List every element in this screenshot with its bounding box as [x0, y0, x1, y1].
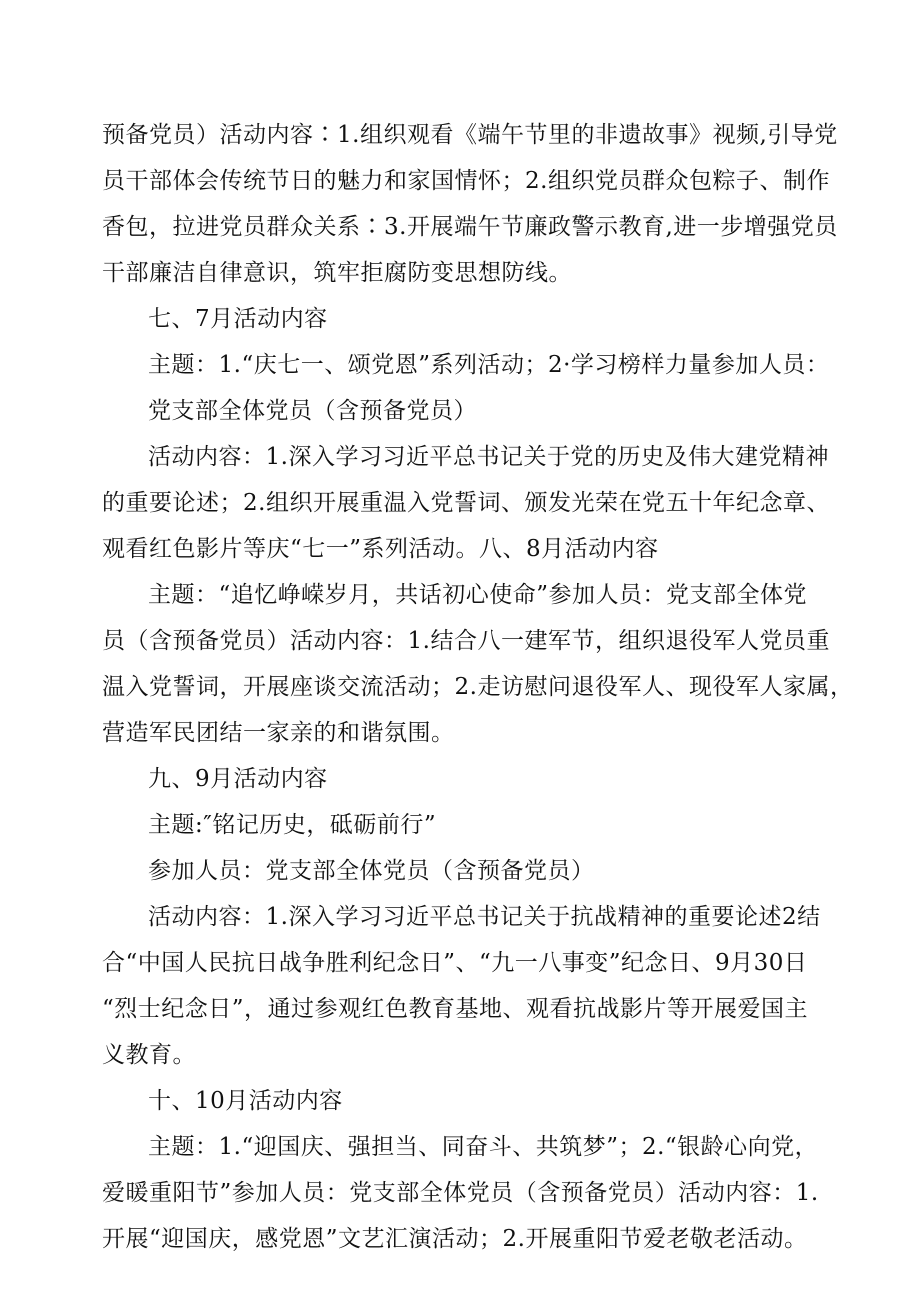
- text-line: 温入党誓词，开展座谈交流活动；2.走访慰问退役军人、现役军人家属，: [102, 674, 854, 700]
- text-line: 主题：1.“庆七一、颂党恩”系列活动；2·学习榜样力量参加人员：: [148, 352, 830, 378]
- text-line: 香包，拉进党员群众关系∶3.开展端午节廉政警示教育,进一步增强党员: [102, 214, 838, 240]
- text-line: 营造军民团结一家亲的和谐氛围。: [102, 720, 455, 746]
- text-line: 主题:″铭记历史，砥砺前行”: [148, 812, 437, 838]
- text-line: 观看红色影片等庆“七一”系列活动。八、8月活动内容: [102, 536, 659, 562]
- text-line: 的重要论述；2.组织开展重温入党誓词、颁发光荣在党五十年纪念章、: [102, 490, 830, 516]
- text-line: 主题：“追忆峥嵘岁月，共话初心使命”参加人员：党支部全体党: [148, 582, 808, 608]
- text-line: 活动内容：1.深入学习习近平总书记关于党的历史及伟大建党精神: [148, 444, 829, 470]
- text-line: 干部廉洁自律意识，筑牢拒腐防变思想防线。: [102, 260, 572, 286]
- text-line: 开展“迎国庆，感党恩”文艺汇演活动；2.开展重阳节爱老敬老活动。: [102, 1226, 808, 1252]
- text-line: 爱暖重阳节”参加人员：党支部全体党员（含预备党员）活动内容：1.: [102, 1180, 819, 1206]
- text-line: 参加人员：党支部全体党员（含预备党员）: [148, 858, 595, 884]
- section-heading: 七、7月活动内容: [148, 306, 328, 332]
- section-heading: 十、10月活动内容: [148, 1088, 343, 1114]
- text-line: “烈士纪念日”，通过参观红色教育基地、观看抗战影片等开展爱国主: [102, 996, 809, 1022]
- text-line: 合“中国人民抗日战争胜利纪念日”、“九一八事变”纪念日、9月30日: [102, 950, 808, 976]
- text-line: 员（含预备党员）活动内容：1.结合八一建军节，组织退役军人党员重: [102, 628, 830, 654]
- document-body: [102, 112, 854, 1262]
- text-line: 员干部体会传统节日的魅力和家国情怀；2.组织党员群众包粽子、制作: [102, 168, 830, 194]
- text-line: 义教育。: [102, 1042, 196, 1068]
- text-line: 活动内容：1.深入学习习近平总书记关于抗战精神的重要论述2结: [148, 904, 821, 930]
- text-line: 预备党员）活动内容∶1.组织观看《端午节里的非遗故事》视频,引导党: [102, 122, 838, 148]
- text-line: 主题：1.“迎国庆、强担当、同奋斗、共筑梦”；2.“银龄心向党，: [148, 1134, 819, 1160]
- text-line: 党支部全体党员（含预备党员）: [148, 398, 477, 424]
- section-heading: 九、9月活动内容: [148, 766, 328, 792]
